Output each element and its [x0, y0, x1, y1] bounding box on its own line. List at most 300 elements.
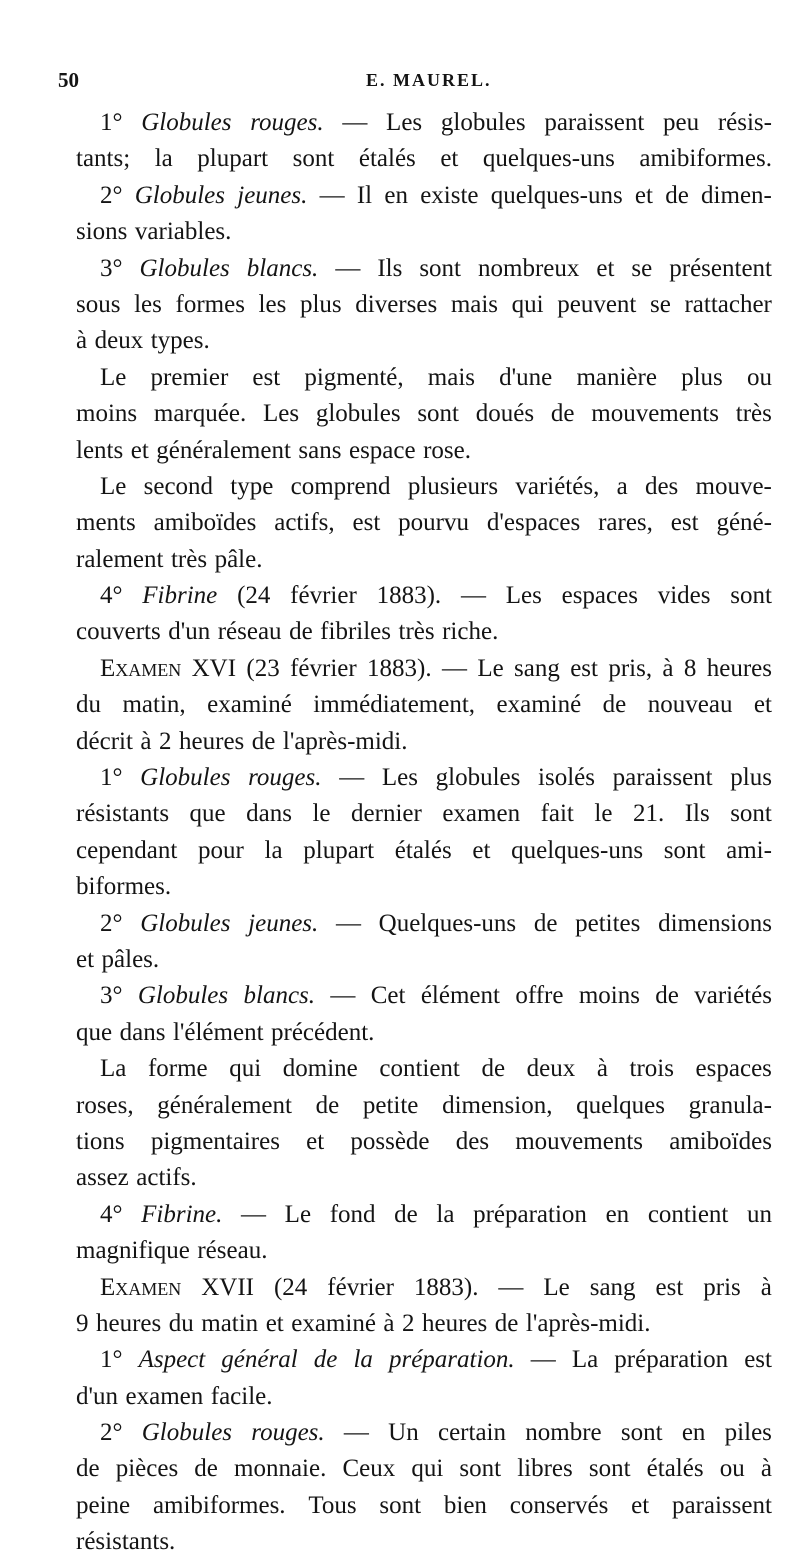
word: à: [383, 1309, 395, 1337]
word: de: [550, 400, 575, 428]
word: moins: [578, 982, 640, 1010]
word: facile.: [210, 1382, 273, 1410]
word: biformes.: [76, 873, 172, 901]
word: offre: [515, 982, 564, 1010]
word: en: [605, 1200, 630, 1228]
word: examiné: [291, 1309, 376, 1337]
word: et: [596, 254, 615, 282]
word: de: [394, 1200, 418, 1228]
word: sang: [514, 654, 560, 682]
word: sont: [730, 582, 772, 610]
word: sont: [459, 1455, 502, 1483]
word: La: [100, 1055, 127, 1083]
word: fait: [540, 800, 574, 828]
word: présentent: [669, 254, 772, 282]
word: Globules: [134, 181, 226, 209]
word: sang: [589, 1273, 636, 1301]
word: d'espaces: [486, 509, 581, 537]
word: Fibrine: [142, 582, 218, 610]
word: assez: [76, 1164, 129, 1192]
word: heures: [706, 654, 772, 682]
word: sions: [76, 218, 128, 246]
body-text: [76, 105, 772, 1561]
word: mouvements: [591, 400, 720, 428]
text-line: [76, 178, 772, 214]
word: amiboïdes: [153, 509, 257, 537]
word: monnaie.: [234, 1455, 327, 1483]
text-line: [76, 505, 772, 541]
word: amiboïdes: [669, 1127, 772, 1155]
word: types.: [150, 327, 210, 355]
word: examiné: [207, 691, 292, 719]
word: heures: [96, 1309, 162, 1337]
word: deux: [94, 327, 144, 355]
word: un: [747, 1200, 772, 1228]
word: pourvu: [398, 509, 469, 537]
word: jeunes.: [248, 909, 319, 937]
text-line: [76, 760, 772, 796]
word: jeunes.: [237, 181, 308, 209]
running-title: E. MAUREL.: [366, 70, 492, 90]
word: Examen: [100, 654, 182, 682]
word: Quelques-uns: [378, 909, 517, 937]
word: type: [230, 472, 274, 500]
word: —: [335, 254, 361, 282]
word: sont: [730, 800, 772, 828]
word: la: [264, 836, 283, 864]
word: est: [352, 509, 381, 537]
word: de: [665, 181, 689, 209]
word: à: [662, 654, 674, 682]
text-line: [76, 1197, 772, 1233]
word: examen: [442, 800, 521, 828]
word: 3°: [100, 982, 123, 1010]
word: ments: [76, 509, 136, 537]
word: plusieurs: [407, 472, 499, 500]
text-line: [76, 1088, 772, 1124]
word: cependant: [76, 836, 178, 864]
word: —: [342, 109, 368, 136]
word: variables.: [134, 218, 232, 246]
word: 2°: [100, 1419, 123, 1447]
word: Un: [388, 1419, 419, 1447]
word: précédent.: [271, 1018, 375, 1046]
word: (24: [237, 582, 271, 610]
word: roses,: [76, 1091, 134, 1119]
word: lents: [76, 436, 124, 464]
word: pour: [198, 836, 244, 864]
word: Le: [477, 654, 504, 682]
word: —: [335, 909, 361, 937]
word: géné-: [716, 509, 772, 537]
text-line: [76, 1160, 772, 1196]
word: diverses: [355, 290, 438, 318]
text-line: [76, 833, 772, 869]
word: actifs.: [136, 1164, 197, 1192]
word: en: [681, 1419, 706, 1447]
word: ami-: [726, 836, 772, 864]
word: sans: [298, 436, 342, 464]
word: sont: [379, 1491, 422, 1519]
word: La: [571, 1346, 599, 1374]
word: —: [330, 982, 356, 1010]
word: Le: [543, 1273, 570, 1301]
word: pâles.: [101, 945, 160, 973]
word: à: [760, 1455, 772, 1483]
word: Les: [262, 400, 300, 428]
word: rattacher: [684, 290, 772, 318]
word: Examen: [100, 1273, 182, 1301]
word: Ils: [377, 254, 403, 282]
word: Tous: [308, 1491, 357, 1519]
word: actifs,: [274, 509, 335, 537]
word: plus: [299, 290, 342, 318]
word: Le: [100, 472, 127, 500]
word: riche.: [442, 618, 499, 646]
word: est: [670, 509, 699, 537]
word: —: [241, 1200, 267, 1228]
word: Globules: [137, 982, 229, 1010]
word: de: [494, 1309, 519, 1337]
word: variétés,: [515, 472, 600, 500]
word: élément: [420, 982, 500, 1010]
word: et: [631, 1491, 650, 1519]
word: d'un: [168, 618, 211, 646]
word: rose.: [423, 436, 472, 464]
word: rouges.: [251, 1419, 325, 1447]
word: est: [570, 654, 598, 682]
word: et: [634, 181, 653, 209]
word: paraissent: [544, 109, 645, 136]
word: Le: [284, 1200, 312, 1228]
word: à: [76, 327, 88, 355]
word: peuvent: [557, 290, 637, 318]
text-line: [76, 942, 772, 978]
word: et: [130, 436, 149, 464]
word: moins: [76, 400, 138, 428]
word: tants;: [76, 145, 131, 173]
word: examiné: [496, 691, 582, 719]
word: heures: [422, 1309, 488, 1337]
word: des: [455, 1127, 490, 1155]
word: résis-: [717, 109, 772, 136]
word: février: [290, 654, 357, 682]
text-line: [76, 651, 772, 687]
word: examen: [125, 1382, 204, 1410]
word: fibriles: [320, 618, 391, 646]
text-line: [76, 1124, 772, 1160]
text-line: [76, 978, 772, 1014]
word: —: [319, 181, 345, 209]
word: plus: [730, 764, 772, 792]
word: quelques-uns: [511, 836, 644, 864]
word: trois: [629, 1055, 674, 1083]
word: Le: [100, 363, 127, 391]
word: et: [440, 145, 459, 173]
word: a: [616, 472, 628, 500]
word: plus: [681, 363, 723, 391]
word: ralement: [76, 545, 164, 573]
word: quelques-uns: [490, 181, 623, 209]
word: que: [189, 800, 226, 828]
word: de: [315, 1091, 340, 1119]
word: de: [481, 1055, 506, 1083]
word: tions: [76, 1127, 125, 1155]
text-line: [76, 1015, 772, 1051]
word: dernier: [351, 800, 422, 828]
word: mais: [427, 363, 476, 391]
word: mouvements: [515, 1127, 643, 1155]
word: 1°: [100, 109, 123, 136]
word: espaces: [695, 1055, 772, 1083]
text-line: [76, 323, 772, 359]
word: variétés: [694, 982, 772, 1010]
text-line: [76, 614, 772, 650]
word: contient: [379, 1055, 460, 1083]
word: général: [221, 1346, 298, 1374]
word: le: [594, 800, 613, 828]
word: —: [343, 1419, 369, 1447]
word: le: [312, 800, 331, 828]
text-line: [76, 1488, 772, 1524]
word: fond: [329, 1200, 376, 1228]
word: en: [384, 181, 408, 209]
word: les: [258, 290, 287, 318]
word: globules: [440, 109, 526, 136]
word: blancs.: [246, 254, 319, 282]
word: paraissent: [671, 1491, 772, 1519]
word: vides: [657, 582, 711, 610]
word: et: [472, 836, 491, 864]
word: réseau: [217, 618, 282, 646]
word: très: [170, 545, 208, 573]
word: 1883).: [376, 582, 442, 610]
text-line: [76, 578, 772, 614]
word: qui: [511, 290, 544, 318]
word: Fibrine.: [141, 1200, 223, 1228]
text-line: [76, 251, 772, 287]
word: matin: [201, 1309, 259, 1337]
word: sont: [663, 836, 706, 864]
word: dimen-: [701, 181, 772, 209]
word: décrit: [76, 727, 133, 755]
text-line: [76, 1379, 772, 1415]
word: réseau.: [197, 1237, 268, 1265]
word: pâle.: [214, 545, 263, 573]
word: contient: [647, 1200, 729, 1228]
word: Ceux: [342, 1455, 396, 1483]
text-line: [76, 1342, 772, 1378]
word: deux: [526, 1055, 576, 1083]
word: de: [533, 909, 558, 937]
text-line: [76, 396, 772, 432]
word: et: [76, 945, 95, 973]
word: sont: [419, 254, 461, 282]
word: sont: [417, 400, 460, 428]
word: de: [655, 982, 679, 1010]
word: se: [650, 290, 671, 318]
word: —: [460, 582, 486, 610]
text-line: [76, 724, 772, 760]
word: Globules: [140, 764, 231, 792]
word: généralement: [157, 1091, 292, 1119]
text-line: [76, 796, 772, 832]
word: 2°: [100, 181, 123, 209]
word: manière: [576, 363, 657, 391]
text-line: [76, 1451, 772, 1487]
word: quelques: [576, 1091, 666, 1119]
word: et: [306, 1127, 325, 1155]
word: (23: [246, 654, 280, 682]
word: 3°: [100, 254, 123, 282]
word: 1883).: [413, 1273, 479, 1301]
word: 1°: [100, 1346, 123, 1374]
word: sont: [620, 1419, 663, 1447]
word: bien: [443, 1491, 487, 1519]
word: paraissent: [612, 764, 713, 792]
word: plupart: [197, 145, 269, 173]
word: possède: [350, 1127, 430, 1155]
text-line: [76, 469, 772, 505]
word: février: [290, 582, 357, 610]
word: 2: [402, 1309, 415, 1337]
word: se: [631, 254, 653, 282]
word: ou: [746, 363, 772, 391]
word: XVI: [191, 654, 237, 682]
word: dans: [119, 1018, 166, 1046]
text-line: [76, 1306, 772, 1342]
word: préparation: [614, 1346, 729, 1374]
word: généralement: [156, 436, 291, 464]
word: à: [140, 727, 152, 755]
word: Aspect: [138, 1346, 206, 1374]
word: —: [339, 764, 365, 792]
word: pigmentaires: [150, 1127, 280, 1155]
word: de: [251, 727, 276, 755]
word: —: [530, 1346, 556, 1374]
word: résistants.: [76, 1528, 176, 1556]
text-line: [76, 1270, 772, 1306]
word: est: [744, 1346, 772, 1374]
word: certain: [437, 1419, 506, 1447]
word: blancs.: [243, 982, 316, 1010]
word: étalés: [646, 1455, 704, 1483]
word: Ils: [684, 800, 710, 828]
word: (24: [273, 1273, 308, 1301]
word: à: [596, 1055, 608, 1083]
word: quelques-uns: [482, 145, 615, 173]
word: granula-: [688, 1091, 772, 1119]
word: étalés: [394, 836, 452, 864]
word: Cet: [370, 982, 406, 1010]
word: —: [441, 654, 467, 682]
word: rouges.: [248, 764, 322, 792]
word: préparation: [473, 1200, 587, 1228]
word: rares,: [598, 509, 653, 537]
word: pris,: [608, 654, 653, 682]
word: qui: [229, 1055, 262, 1083]
word: du: [76, 691, 101, 719]
word: mouve-: [695, 472, 772, 500]
word: dimension,: [442, 1091, 553, 1119]
word: matin,: [122, 691, 186, 719]
word: Globules: [139, 254, 230, 282]
word: domine: [282, 1055, 358, 1083]
word: est: [252, 363, 281, 391]
word: Globules: [140, 909, 231, 937]
word: l'après-midi.: [282, 727, 408, 755]
word: libres: [517, 1455, 573, 1483]
word: mais: [450, 290, 499, 318]
word: conservés: [509, 1491, 609, 1519]
word: février: [327, 1273, 394, 1301]
word: pris: [703, 1273, 741, 1301]
word: 2°: [100, 909, 123, 937]
text-line: [76, 433, 772, 469]
word: de: [76, 1455, 100, 1483]
word: magnifique: [76, 1237, 190, 1265]
word: existe: [420, 181, 479, 209]
word: peu: [663, 109, 700, 136]
text-line: [76, 1524, 772, 1560]
page-header: [58, 68, 758, 98]
word: nombreux: [478, 254, 580, 282]
word: que: [76, 1018, 113, 1046]
word: la: [436, 1200, 455, 1228]
word: dans: [246, 800, 292, 828]
word: 8: [683, 654, 697, 682]
text-line: [76, 1415, 772, 1451]
word: premier: [150, 363, 229, 391]
word: l'élément: [172, 1018, 264, 1046]
word: —: [498, 1273, 524, 1301]
word: peine: [76, 1491, 131, 1519]
word: du: [168, 1309, 194, 1337]
word: 21.: [632, 800, 665, 828]
word: globules: [435, 764, 521, 792]
text-line: [76, 214, 772, 250]
word: piles: [724, 1419, 772, 1447]
word: d'un: [76, 1382, 119, 1410]
word: couverts: [76, 618, 161, 646]
word: d'une: [499, 363, 553, 391]
word: la: [154, 145, 173, 173]
word: globules: [315, 400, 401, 428]
word: nouveau: [647, 691, 733, 719]
text-line: [76, 1233, 772, 1269]
word: espaces: [561, 582, 638, 610]
text-line: [76, 687, 772, 723]
word: la: [353, 1346, 373, 1374]
word: 2: [159, 727, 172, 755]
word: sous: [76, 290, 121, 318]
word: marquée.: [153, 400, 247, 428]
word: de: [313, 1346, 338, 1374]
word: XVII: [201, 1273, 255, 1301]
word: ou: [719, 1455, 745, 1483]
word: petite: [362, 1091, 419, 1119]
word: immédiatement,: [313, 691, 476, 719]
word: 1°: [100, 764, 123, 792]
word: petites: [575, 909, 641, 937]
word: 4°: [100, 1200, 123, 1228]
word: l'après-midi.: [525, 1309, 651, 1337]
word: second: [143, 472, 214, 500]
text-line: [76, 105, 772, 141]
word: rouges.: [250, 109, 324, 136]
word: de: [194, 1455, 218, 1483]
word: 4°: [100, 582, 123, 610]
